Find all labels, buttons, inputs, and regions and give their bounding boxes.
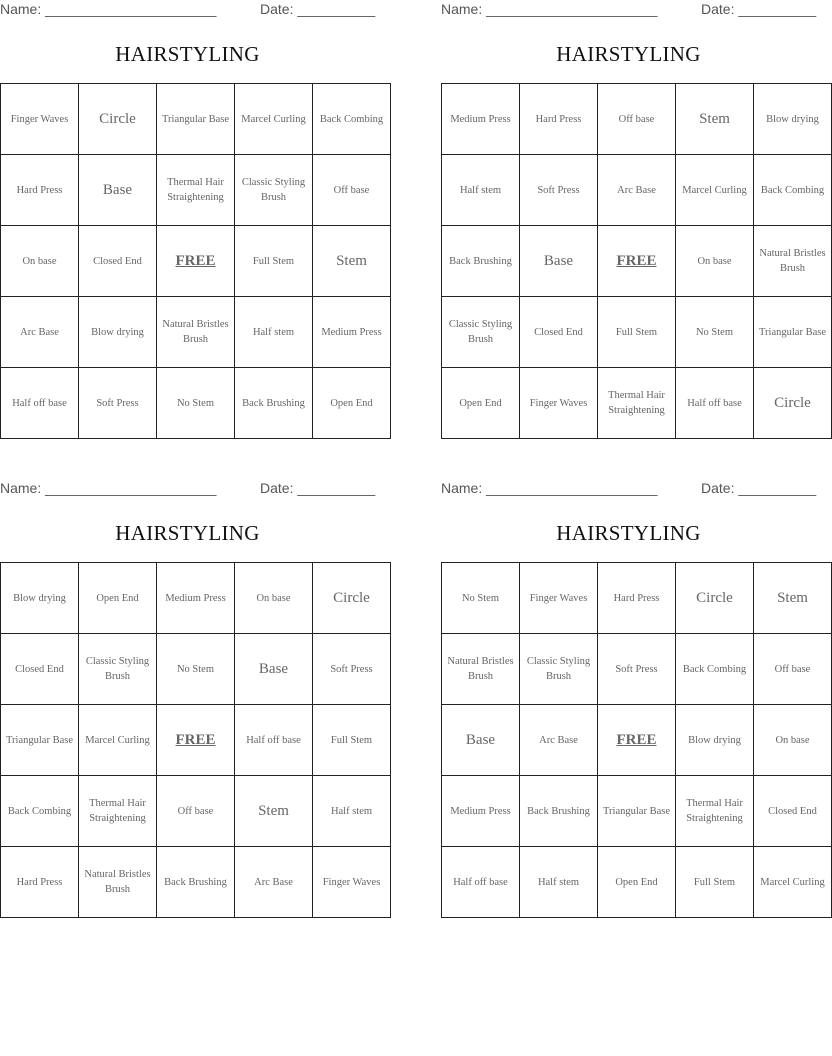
bingo-cell: Half off base: [676, 368, 754, 439]
bingo-cell: Base: [520, 226, 598, 297]
bingo-cell: Triangular Base: [754, 297, 832, 368]
bingo-cell: On base: [754, 705, 832, 776]
bingo-cell: Hard Press: [520, 84, 598, 155]
grid-row: [442, 368, 832, 439]
free-cell: FREE: [157, 226, 235, 297]
grid-row: [1, 705, 391, 776]
bingo-cell: Marcel Curling: [235, 84, 313, 155]
name-field[interactable]: Name: ______________________: [0, 480, 217, 496]
bingo-cell: Back Combing: [676, 634, 754, 705]
grid-row: [1, 847, 391, 918]
free-cell: FREE: [598, 226, 676, 297]
bingo-cell: Hard Press: [1, 155, 79, 226]
bingo-cell: Half stem: [313, 776, 391, 847]
bingo-cell: Blow drying: [79, 297, 157, 368]
grid-row: [442, 84, 832, 155]
bingo-cell: Off base: [598, 84, 676, 155]
card-header: [0, 480, 375, 500]
bingo-cell: Full Stem: [598, 297, 676, 368]
bingo-cell: Soft Press: [598, 634, 676, 705]
card-header: [0, 1, 375, 21]
bingo-cell: Medium Press: [442, 776, 520, 847]
bingo-cell: Stem: [754, 563, 832, 634]
bingo-cell: Thermal Hair Straightening: [157, 155, 235, 226]
bingo-cell: On base: [676, 226, 754, 297]
bingo-cell: Blow drying: [754, 84, 832, 155]
bingo-cell: Off base: [754, 634, 832, 705]
bingo-cell: Medium Press: [313, 297, 391, 368]
grid-row: [1, 226, 391, 297]
bingo-cell: Blow drying: [676, 705, 754, 776]
card-title: HAIRSTYLING: [556, 42, 701, 66]
bingo-cell: Open End: [313, 368, 391, 439]
bingo-cell: On base: [1, 226, 79, 297]
bingo-cell: Back Combing: [313, 84, 391, 155]
bingo-cell: Back Brushing: [442, 226, 520, 297]
bingo-cell: Classic Styling Brush: [520, 634, 598, 705]
bingo-cell: Closed End: [1, 634, 79, 705]
bingo-cell: Soft Press: [313, 634, 391, 705]
grid-row: [1, 368, 391, 439]
bingo-cell: Closed End: [79, 226, 157, 297]
bingo-cell: Circle: [754, 368, 832, 439]
bingo-cell: Stem: [676, 84, 754, 155]
bingo-cell: Circle: [313, 563, 391, 634]
grid-row: [442, 297, 832, 368]
bingo-cell: Thermal Hair Straightening: [79, 776, 157, 847]
bingo-cell: Arc Base: [1, 297, 79, 368]
card-title: HAIRSTYLING: [115, 521, 260, 545]
date-field[interactable]: Date: __________: [260, 1, 376, 17]
grid-row: [442, 776, 832, 847]
bingo-cell: No Stem: [676, 297, 754, 368]
grid-row: [442, 847, 832, 918]
bingo-cell: Marcel Curling: [754, 847, 832, 918]
bingo-cell: Arc Base: [598, 155, 676, 226]
bingo-cell: Closed End: [520, 297, 598, 368]
bingo-cell: No Stem: [157, 634, 235, 705]
bingo-cell: On base: [235, 563, 313, 634]
bingo-cell: Half off base: [442, 847, 520, 918]
grid-row: [1, 297, 391, 368]
bingo-grid: [0, 83, 391, 439]
date-field[interactable]: Date: __________: [260, 480, 376, 496]
bingo-cell: Soft Press: [79, 368, 157, 439]
bingo-cell: Open End: [442, 368, 520, 439]
card-title: HAIRSTYLING: [115, 42, 260, 66]
card-title: HAIRSTYLING: [556, 521, 701, 545]
bingo-cell: Stem: [235, 776, 313, 847]
bingo-cell: Thermal Hair Straightening: [676, 776, 754, 847]
bingo-cell: Finger Waves: [313, 847, 391, 918]
bingo-cell: Triangular Base: [1, 705, 79, 776]
bingo-cell: Full Stem: [235, 226, 313, 297]
bingo-cell: Arc Base: [235, 847, 313, 918]
date-field[interactable]: Date: __________: [701, 1, 817, 17]
grid-row: [442, 563, 832, 634]
grid-row: [1, 634, 391, 705]
bingo-cell: Open End: [79, 563, 157, 634]
bingo-cell: Soft Press: [520, 155, 598, 226]
bingo-cell: Back Brushing: [520, 776, 598, 847]
bingo-cell: Marcel Curling: [79, 705, 157, 776]
bingo-cell: Off base: [313, 155, 391, 226]
bingo-cell: Base: [235, 634, 313, 705]
bingo-cell: Hard Press: [1, 847, 79, 918]
bingo-cell: Triangular Base: [157, 84, 235, 155]
grid-row: [442, 155, 832, 226]
bingo-cell: Classic Styling Brush: [235, 155, 313, 226]
bingo-grid: [0, 562, 391, 918]
bingo-cell: Back Combing: [754, 155, 832, 226]
bingo-cell: Half off base: [235, 705, 313, 776]
grid-row: [1, 155, 391, 226]
bingo-cell: Full Stem: [676, 847, 754, 918]
bingo-cell: Off base: [157, 776, 235, 847]
grid-row: [1, 776, 391, 847]
bingo-cell: Classic Styling Brush: [79, 634, 157, 705]
bingo-cell: Stem: [313, 226, 391, 297]
bingo-cell: Back Combing: [1, 776, 79, 847]
grid-row: [442, 634, 832, 705]
bingo-cell: Back Brushing: [235, 368, 313, 439]
card-header: [441, 480, 816, 500]
bingo-cell: Thermal Hair Straightening: [598, 368, 676, 439]
grid-row: [442, 705, 832, 776]
bingo-cell: Hard Press: [598, 563, 676, 634]
bingo-cell: Half off base: [1, 368, 79, 439]
name-field[interactable]: Name: ______________________: [441, 480, 658, 496]
bingo-cell: Circle: [79, 84, 157, 155]
bingo-cell: Natural Bristles Brush: [442, 634, 520, 705]
bingo-cell: Finger Waves: [1, 84, 79, 155]
date-field[interactable]: Date: __________: [701, 480, 817, 496]
name-field[interactable]: Name: ______________________: [441, 1, 658, 17]
bingo-cell: Closed End: [754, 776, 832, 847]
bingo-cell: Triangular Base: [598, 776, 676, 847]
bingo-cell: Medium Press: [157, 563, 235, 634]
card-header: [441, 1, 816, 21]
bingo-cell: Open End: [598, 847, 676, 918]
bingo-cell: Arc Base: [520, 705, 598, 776]
bingo-cell: Finger Waves: [520, 563, 598, 634]
bingo-cell: Finger Waves: [520, 368, 598, 439]
name-field[interactable]: Name: ______________________: [0, 1, 217, 17]
bingo-cell: Natural Bristles Brush: [79, 847, 157, 918]
grid-row: [1, 84, 391, 155]
bingo-cell: Base: [442, 705, 520, 776]
bingo-cell: Medium Press: [442, 84, 520, 155]
grid-row: [1, 563, 391, 634]
free-cell: FREE: [157, 705, 235, 776]
bingo-grid: [441, 83, 832, 439]
bingo-cell: Half stem: [442, 155, 520, 226]
bingo-cell: Full Stem: [313, 705, 391, 776]
bingo-grid: [441, 562, 832, 918]
bingo-cell: Circle: [676, 563, 754, 634]
bingo-cell: Natural Bristles Brush: [754, 226, 832, 297]
free-cell: FREE: [598, 705, 676, 776]
bingo-cell: Base: [79, 155, 157, 226]
bingo-cell: Back Brushing: [157, 847, 235, 918]
bingo-cell: No Stem: [157, 368, 235, 439]
bingo-cell: Marcel Curling: [676, 155, 754, 226]
bingo-cell: Half stem: [235, 297, 313, 368]
bingo-cell: Natural Bristles Brush: [157, 297, 235, 368]
bingo-cell: No Stem: [442, 563, 520, 634]
bingo-cell: Classic Styling Brush: [442, 297, 520, 368]
bingo-cell: Half stem: [520, 847, 598, 918]
bingo-cell: Blow drying: [1, 563, 79, 634]
grid-row: [442, 226, 832, 297]
